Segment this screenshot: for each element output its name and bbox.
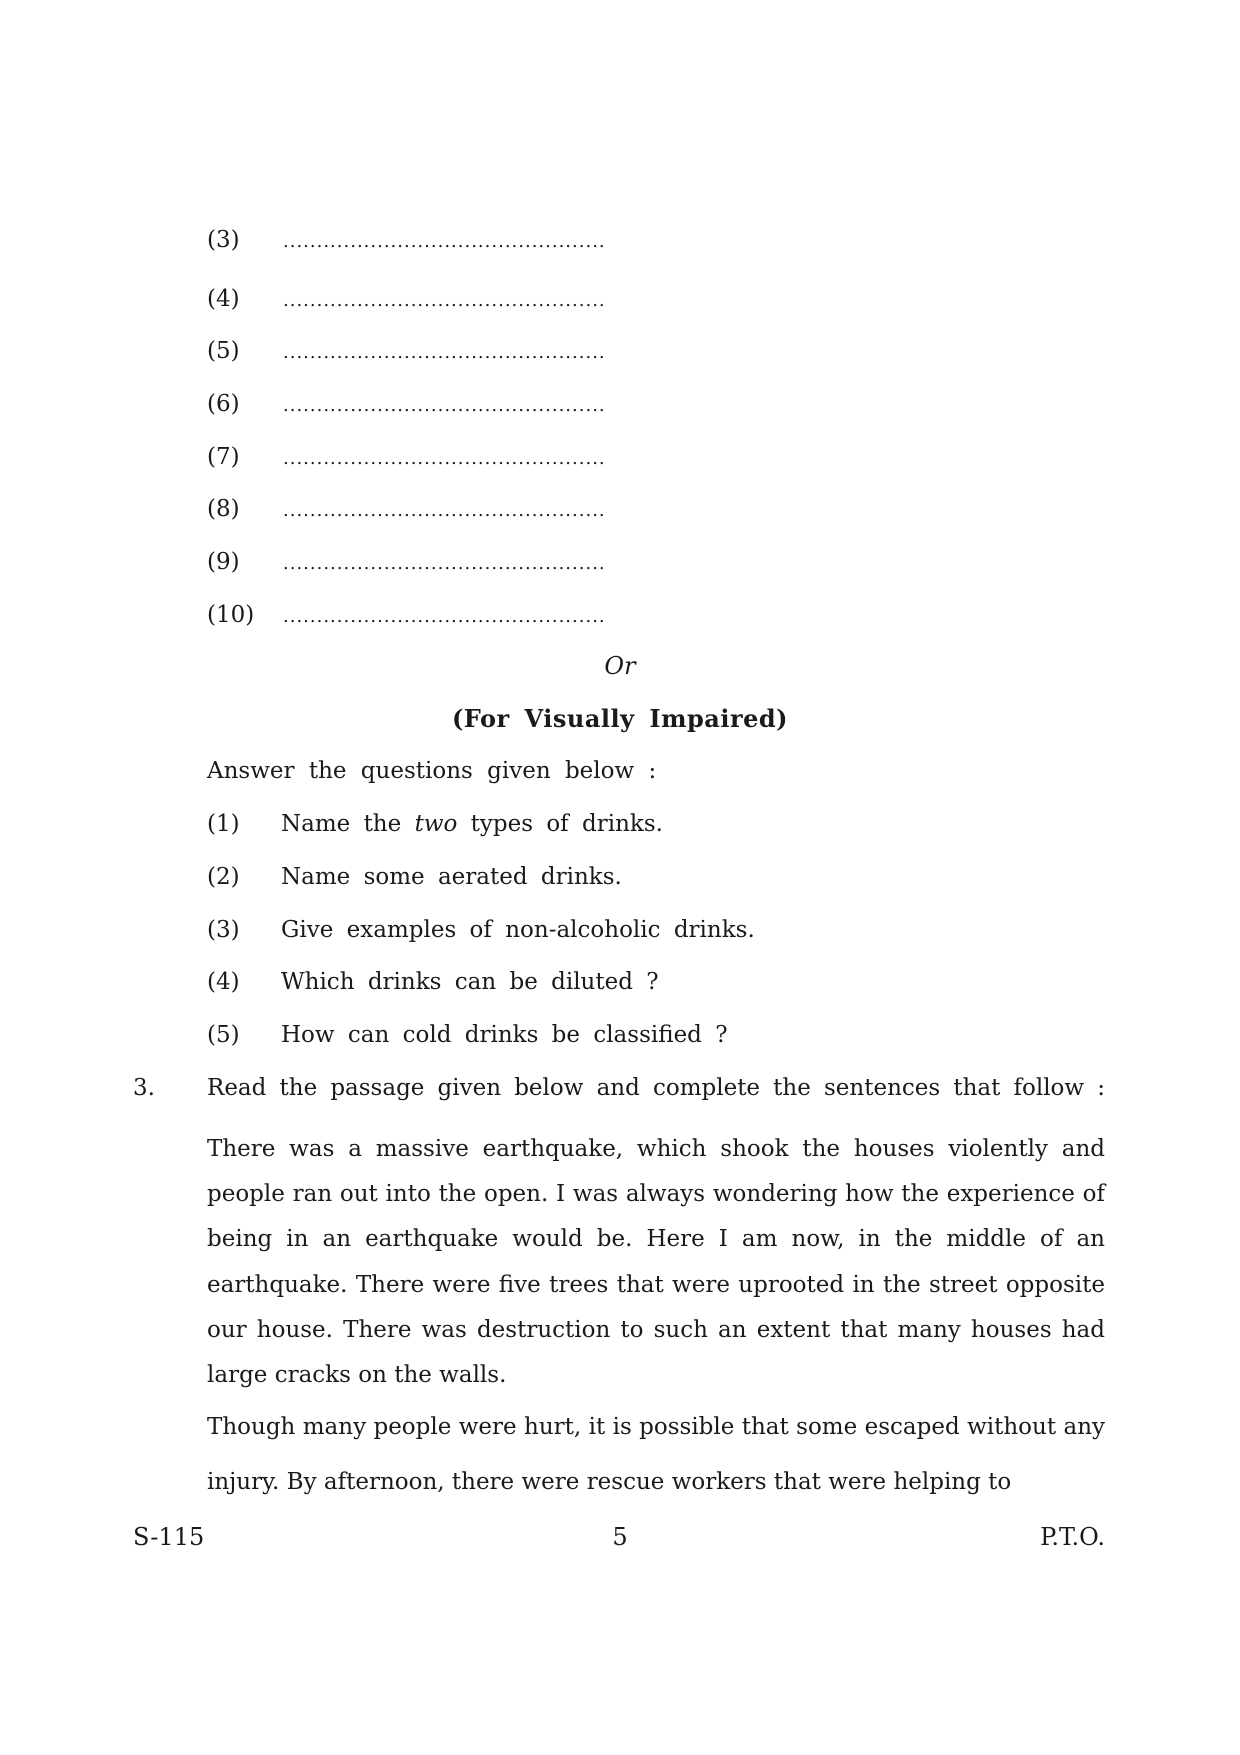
answer-blank-row — [207, 600, 606, 630]
passage-paragraph-2: Though many people were hurt, it is possible that some escaped without any injury. By afternoon, there were rescue workers that were helping to — [207, 1414, 1105, 1495]
pto-label: P.T.O. — [1040, 1523, 1105, 1551]
answer-blank-line: ................................................ — [283, 231, 606, 252]
blank-number: (5) — [207, 338, 240, 364]
answer-blank-row — [207, 336, 606, 366]
vi-intro: Answer the questions given below : — [207, 758, 657, 784]
blank-number: (9) — [207, 549, 240, 575]
question-number: (1) — [207, 811, 240, 837]
answer-blank-row — [207, 284, 606, 314]
vi-question — [207, 809, 663, 839]
question-text: Name some aerated drinks. — [281, 864, 622, 890]
question-number: (4) — [207, 969, 240, 995]
answer-blank-row — [207, 389, 606, 419]
answer-blank-line: ................................................ — [283, 342, 606, 363]
question-3-number: 3. — [133, 1075, 155, 1101]
question-text-post: types of drinks. — [457, 811, 663, 837]
question-number: (2) — [207, 864, 240, 890]
question-text-emphasis: two — [414, 811, 458, 837]
answer-blank-line: ................................................ — [283, 448, 606, 469]
answer-blank-line: ................................................ — [283, 290, 606, 311]
answer-blank-row — [207, 442, 606, 472]
blank-number: (3) — [207, 227, 240, 253]
blank-number: (10) — [207, 602, 255, 628]
question-text: Which drinks can be diluted ? — [281, 969, 659, 995]
answer-blank-row — [207, 494, 606, 524]
question-text: Give examples of non-alcoholic drinks. — [281, 917, 755, 943]
answer-blank-line: ................................................ — [283, 500, 606, 521]
answer-blank-line: ................................................ — [283, 553, 606, 574]
question-number: (3) — [207, 917, 240, 943]
vi-question — [207, 915, 755, 945]
question-number: (5) — [207, 1022, 240, 1048]
blank-number: (8) — [207, 496, 240, 522]
passage-paragraph-1: There was a massive earthquake, which shook the houses violently and people ran out into the open. I was always wondering how the experience of being in an earthquake would be. Here I am now, in the middle of an earthquake. There were five trees that were uprooted in the street opposite our house. There was destruction to such an extent that many houses had large cracks on the walls. — [207, 1136, 1105, 1389]
answer-blank-line: ................................................ — [283, 606, 606, 627]
vi-question — [207, 862, 622, 892]
paper-code: S-115 — [133, 1523, 205, 1551]
vi-question — [207, 967, 659, 997]
page-number: 5 — [612, 1523, 628, 1551]
blank-number: (4) — [207, 286, 240, 312]
visually-impaired-heading: (For Visually Impaired) — [451, 704, 789, 733]
answer-blank-line: ................................................ — [283, 395, 606, 416]
question-3-instruction: Read the passage given below and complete the sentences that follow : — [207, 1075, 1105, 1101]
blank-number: (6) — [207, 391, 240, 417]
answer-blank-row — [207, 225, 606, 255]
question-text-pre: Name the — [281, 811, 415, 837]
or-label: Or — [604, 652, 636, 680]
vi-question — [207, 1020, 728, 1050]
question-text: How can cold drinks be classified ? — [281, 1022, 728, 1048]
blank-number: (7) — [207, 444, 240, 470]
answer-blank-row — [207, 547, 606, 577]
